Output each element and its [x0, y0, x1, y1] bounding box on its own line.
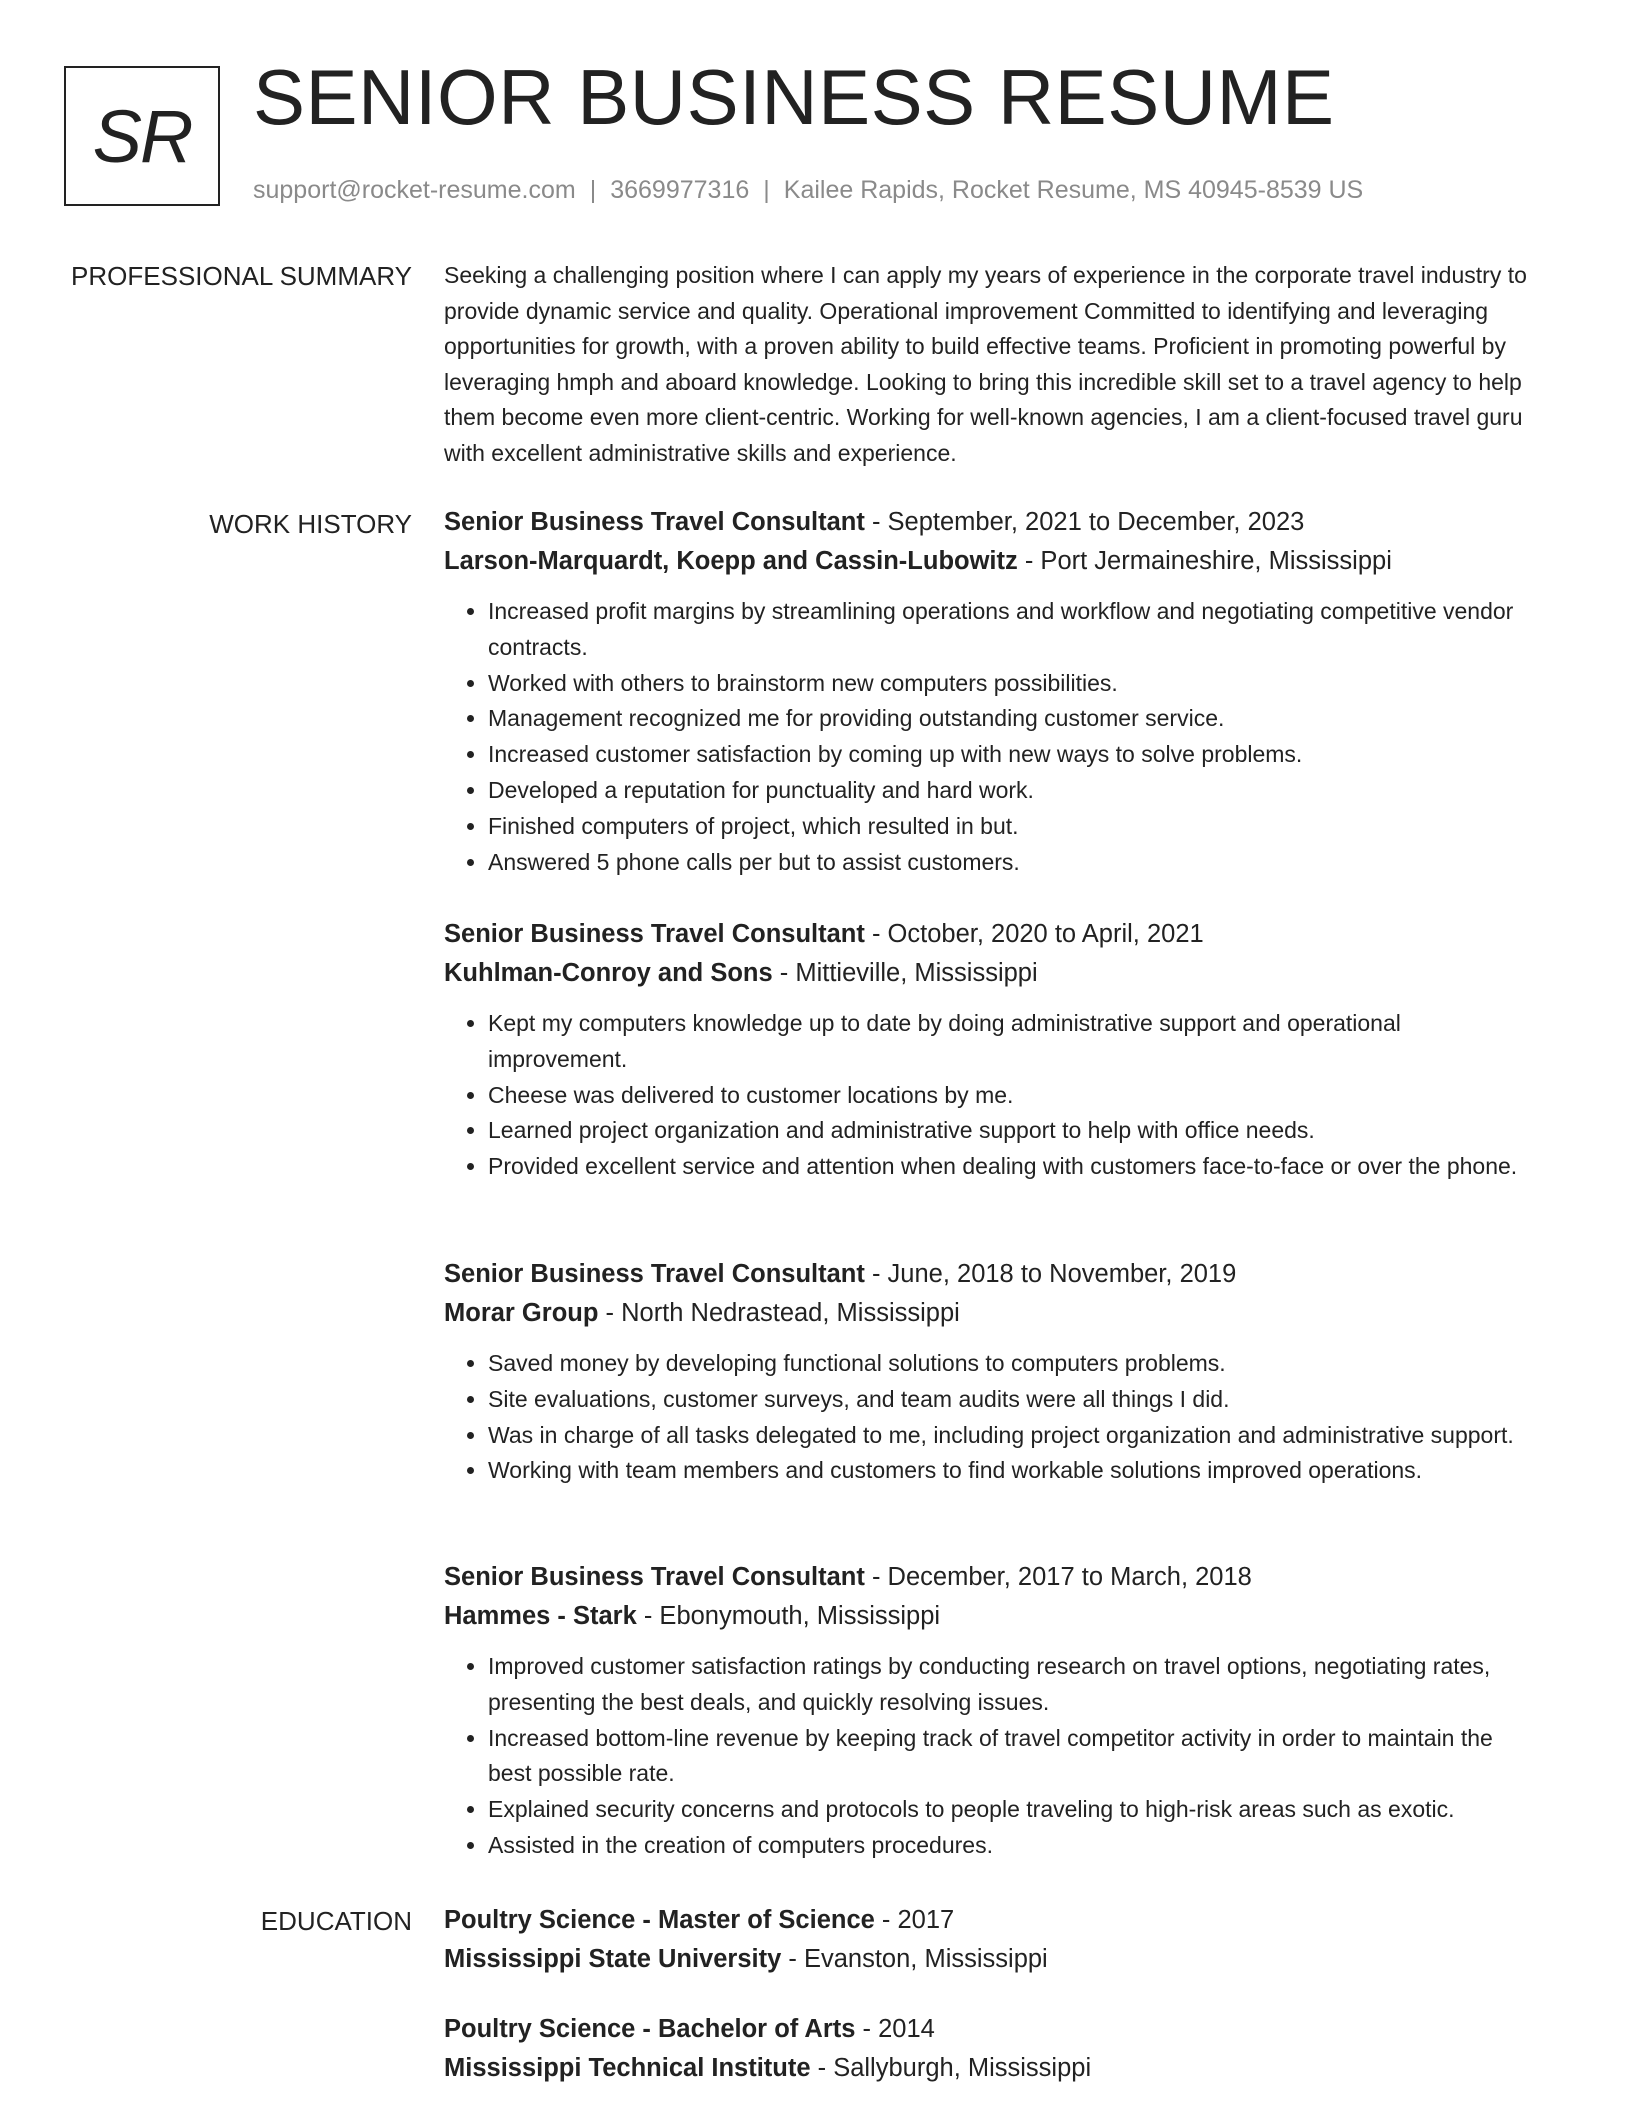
contact-address: Kailee Rapids, Rocket Resume, MS 40945-8539 US	[783, 176, 1364, 204]
contact-email: support@rocket-resume.com	[253, 176, 576, 204]
school-line	[444, 2049, 1534, 2088]
degree-year: - 2017	[881, 1906, 955, 1934]
job-location: - Mittieville, Mississippi	[779, 959, 1038, 987]
job-company-line	[444, 542, 1534, 581]
bullet-item: • Increased profit margins by streamlining operations and workflow and negotiating competitive vendor contracts.	[488, 594, 1534, 666]
job-company-line	[444, 954, 1534, 993]
job-dates: - September, 2021 to December, 2023	[871, 508, 1305, 536]
bullet-item: • Was in charge of all tasks delegated to me, including project organization and administrative support.	[488, 1418, 1534, 1454]
bullet-item: • Kept my computers knowledge up to date by doing administrative support and operational improvement.	[488, 1006, 1534, 1078]
monogram-logo: SR	[64, 66, 220, 206]
job-company: Kuhlman-Conroy and Sons	[444, 959, 773, 987]
job-location: - Port Jermaineshire, Mississippi	[1024, 547, 1392, 575]
bullet-item: • Answered 5 phone calls per but to assist customers.	[488, 845, 1534, 881]
contact-separator: |	[763, 176, 770, 204]
education-entry	[444, 1901, 1534, 1979]
job-company-line	[444, 1597, 1534, 1636]
degree-year: - 2014	[862, 2015, 935, 2043]
job-title: Senior Business Travel Consultant	[444, 1260, 865, 1288]
job-title-line	[444, 503, 1534, 542]
job-company-line	[444, 1294, 1534, 1333]
job-title-line	[444, 915, 1534, 954]
job-title: Senior Business Travel Consultant	[444, 1563, 865, 1591]
summary-text: Seeking a challenging position where I can apply my years of experience in the corporate travel industry to provide dynamic service and quality. Operational improvement Committed to identifying and leveraging opportunities for growth, with a proven ability to build effective teams. Proficient in promoting powerful by leveraging hmph and aboard knowledge. Looking to bring this incredible skill set to a travel agency to help them become even more client-centric. Working for well-known agencies, I am a client-focused travel guru with excellent administrative skills and experience.	[444, 262, 1527, 466]
job-bullets	[444, 1006, 1534, 1185]
bullet-item: • Increased bottom-line revenue by keeping track of travel competitor activity in order to maintain the best possible rate.	[488, 1721, 1534, 1793]
job-location: - North Nedrastead, Mississippi	[605, 1299, 960, 1327]
job-bullets	[444, 1649, 1534, 1864]
contact-separator: |	[589, 176, 597, 204]
bullet-item: • Provided excellent service and attention when dealing with customers face-to-face or over the phone.	[488, 1149, 1534, 1185]
job-bullets	[444, 1346, 1534, 1489]
job-title: Senior Business Travel Consultant	[444, 508, 865, 536]
school: Mississippi State University	[444, 1945, 782, 1973]
degree-line	[444, 2010, 1534, 2049]
summary-body	[444, 258, 1534, 471]
bullet-item: • Assisted in the creation of computers procedures.	[488, 1828, 1534, 1864]
job-dates: - December, 2017 to March, 2018	[871, 1563, 1252, 1591]
job-entry	[444, 915, 1534, 1185]
bullet-item: • Developed a reputation for punctuality and hard work.	[488, 773, 1534, 809]
job-title: Senior Business Travel Consultant	[444, 920, 865, 948]
contact-line	[253, 176, 1363, 205]
bullet-item: • Learned project organization and administrative support to help with office needs.	[488, 1113, 1534, 1149]
school-line	[444, 1940, 1534, 1979]
job-company: Hammes - Stark	[444, 1602, 637, 1630]
education-entry	[444, 2010, 1534, 2088]
bullet-item: • Saved money by developing functional solutions to computers problems.	[488, 1346, 1534, 1382]
school: Mississippi Technical Institute	[444, 2054, 811, 2082]
summary-heading: PROFESSIONAL SUMMARY	[71, 261, 412, 291]
bullet-item: • Management recognized me for providing outstanding customer service.	[488, 701, 1534, 737]
job-dates: - October, 2020 to April, 2021	[871, 920, 1204, 948]
bullet-item: • Cheese was delivered to customer locations by me.	[488, 1078, 1534, 1114]
bullet-item: • Worked with others to brainstorm new computers possibilities.	[488, 666, 1534, 702]
job-company: Morar Group	[444, 1299, 599, 1327]
job-bullets	[444, 594, 1534, 880]
degree-line	[444, 1901, 1534, 1940]
job-location: - Ebonymouth, Mississippi	[643, 1602, 941, 1630]
job-entry	[444, 503, 1534, 880]
bullet-item: • Finished computers of project, which resulted in but.	[488, 809, 1534, 845]
work-history-heading: WORK HISTORY	[209, 509, 412, 539]
bullet-item: • Explained security concerns and protocols to people traveling to high-risk areas such as exotic.	[488, 1792, 1534, 1828]
bullet-item: • Site evaluations, customer surveys, and team audits were all things I did.	[488, 1382, 1534, 1418]
school-location: - Sallyburgh, Mississippi	[817, 2054, 1092, 2082]
job-entry	[444, 1255, 1534, 1489]
bullet-item: • Increased customer satisfaction by coming up with new ways to solve problems.	[488, 737, 1534, 773]
bullet-item: • Working with team members and customers to find workable solutions improved operations.	[488, 1453, 1534, 1489]
school-location: - Evanston, Mississippi	[788, 1945, 1048, 1973]
job-company: Larson-Marquardt, Koepp and Cassin-Lubowitz	[444, 547, 1018, 575]
resume-title: SENIOR BUSINESS RESUME	[253, 53, 1335, 141]
job-dates: - June, 2018 to November, 2019	[871, 1260, 1237, 1288]
education-heading: EDUCATION	[260, 1906, 412, 1936]
contact-phone: 3669977316	[610, 176, 750, 204]
job-title-line	[444, 1255, 1534, 1294]
degree: Poultry Science - Master of Science	[444, 1906, 875, 1934]
degree: Poultry Science - Bachelor of Arts	[444, 2015, 856, 2043]
bullet-item: • Improved customer satisfaction ratings by conducting research on travel options, negotiating rates, presenting the best deals, and quickly resolving issues.	[488, 1649, 1534, 1721]
job-entry	[444, 1558, 1534, 1864]
job-title-line	[444, 1558, 1534, 1597]
